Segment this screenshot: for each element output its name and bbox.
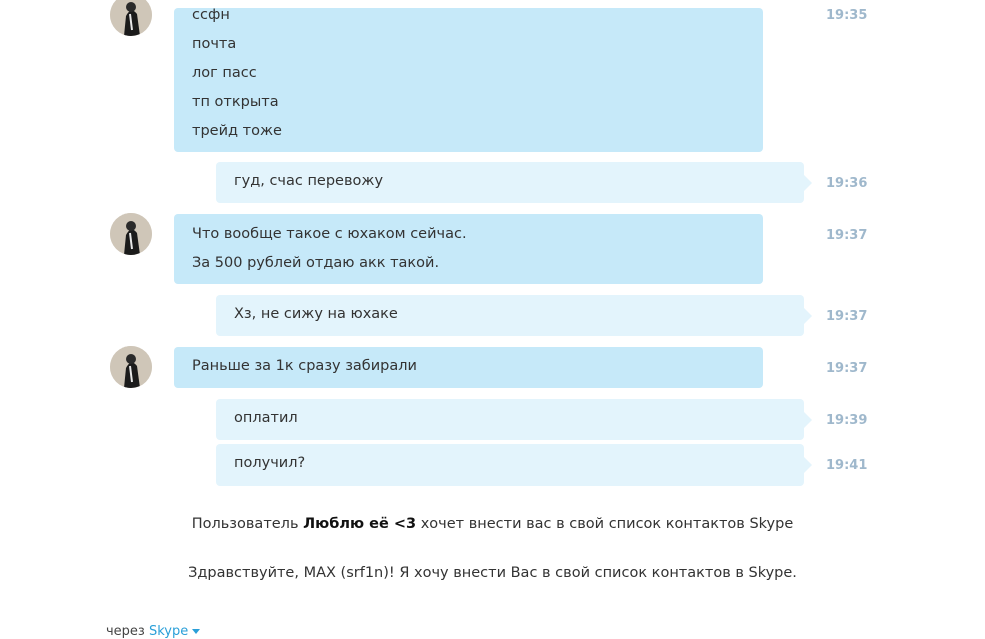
- message-line: гуд, счас перевожу: [234, 173, 384, 189]
- message-bubble: [174, 8, 763, 152]
- message-line: Что вообще такое с юхаком сейчас.: [192, 226, 467, 242]
- message-time: 19:35: [826, 8, 868, 23]
- contact-request-suffix: хочет внести вас в свой список контактов Skype: [420, 516, 794, 532]
- message-bubble: [174, 214, 763, 284]
- caret-down-icon[interactable]: [192, 629, 200, 634]
- message-bubble: [216, 399, 804, 440]
- message-line: получил?: [234, 455, 306, 471]
- contact-request-name[interactable]: Люблю её <3: [303, 516, 417, 532]
- message-line: тп открыта: [192, 94, 279, 110]
- contact-request-prefix: Пользователь: [191, 516, 299, 532]
- message-bubble: [216, 444, 804, 486]
- contact-avatar-icon[interactable]: [110, 346, 152, 388]
- contact-avatar-icon[interactable]: [110, 0, 152, 36]
- message-time: 19:37: [826, 228, 868, 243]
- message-line: трейд тоже: [192, 123, 282, 139]
- contact-avatar-icon[interactable]: [110, 213, 152, 255]
- message-time: 19:39: [826, 413, 868, 428]
- via-label: через: [106, 624, 145, 639]
- message-line: лог пасс: [192, 65, 257, 81]
- message-bubble: [174, 347, 763, 388]
- message-time: 19:37: [826, 309, 868, 324]
- contact-request-greeting: Здравствуйте, MAX (srf1n)! Я хочу внести Вас в свой список контактов в Skype.: [188, 565, 797, 581]
- contact-request-text: [0, 516, 985, 532]
- via-skype-link[interactable]: Skype: [148, 624, 189, 639]
- message-bubble: [216, 162, 804, 203]
- via-skype: [106, 624, 200, 639]
- message-line: ссфн: [192, 7, 230, 23]
- message-line: оплатил: [234, 410, 298, 426]
- message-time: 19:36: [826, 176, 868, 191]
- message-line: За 500 рублей отдаю акк такой.: [192, 255, 440, 271]
- message-line: почта: [192, 36, 237, 52]
- message-time: 19:37: [826, 361, 868, 376]
- message-bubble: [216, 295, 804, 336]
- message-line: Хз, не сижу на юхаке: [234, 306, 398, 322]
- message-line: Раньше за 1к сразу забирали: [192, 358, 417, 374]
- message-time: 19:41: [826, 458, 868, 473]
